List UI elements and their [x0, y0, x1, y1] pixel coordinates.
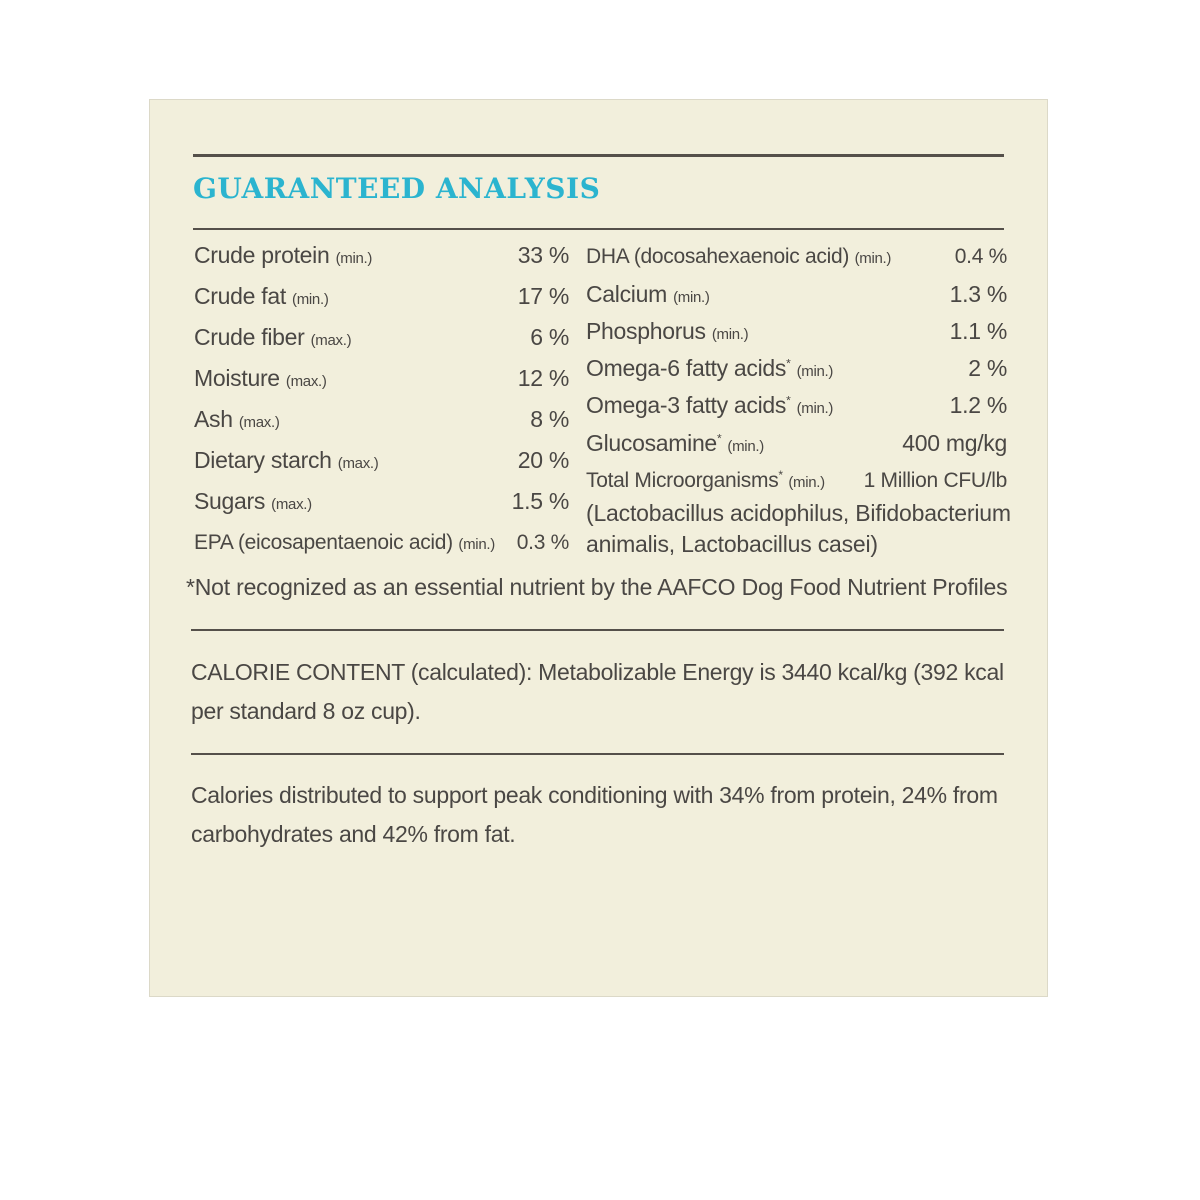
nutrient-qualifier: (min.) — [458, 536, 495, 553]
nutrient-name: Glucosamine — [586, 430, 717, 456]
nutrient-value: 6 % — [530, 324, 569, 350]
nutrient-name: DHA (docosahexaenoic acid) — [586, 245, 850, 268]
nutrient-name: Sugars — [194, 488, 266, 514]
microorganisms-detail-line-2: animalis, Lactobacillus casei) — [586, 531, 878, 557]
divider-calorie — [191, 629, 1004, 631]
divider-distribution — [191, 753, 1004, 755]
analysis-row-crude-protein — [194, 242, 569, 269]
nutrient-qualifier: (max.) — [337, 455, 379, 472]
nutrient-name: Phosphorus — [586, 318, 706, 344]
nutrient-qualifier: (max.) — [285, 373, 327, 390]
nutrient-qualifier: (max.) — [271, 496, 312, 513]
nutrient-value: 1 Million CFU/lb — [863, 469, 1007, 492]
analysis-row-crude-fiber — [194, 324, 569, 351]
nutrient-value: 400 mg/kg — [902, 430, 1007, 456]
analysis-row-moisture — [194, 365, 569, 392]
nutrient-qualifier: (min.) — [854, 250, 892, 267]
analysis-row-dietary-starch — [194, 447, 569, 474]
analysis-row-phosphorus — [586, 318, 1007, 345]
nutrient-qualifier: (min.) — [292, 291, 329, 308]
nutrient-value: 1.3 % — [949, 281, 1007, 307]
nutrient-qualifier: (min.) — [796, 363, 834, 380]
section-title: GUARANTEED ANALYSIS — [193, 172, 601, 205]
nutrient-name: Calcium — [586, 281, 667, 307]
nutrient-value: 1.1 % — [949, 318, 1007, 344]
microorganisms-detail-line-1: (Lactobacillus acidophilus, Bifidobacterium — [586, 500, 1011, 526]
nutrient-qualifier: (max.) — [310, 332, 352, 349]
analysis-row-ash — [194, 406, 569, 433]
analysis-row-omega-6 — [586, 355, 1007, 382]
footnote-marker: * — [786, 356, 791, 371]
analysis-row-glucosamine — [586, 430, 1007, 457]
nutrient-name: Omega-6 fatty acids — [586, 355, 787, 381]
footnote-marker: * — [786, 393, 791, 408]
nutrient-name: Total Microorganisms — [586, 469, 779, 492]
nutrient-qualifier: (min.) — [673, 289, 710, 306]
nutrient-value: 17 % — [517, 283, 569, 309]
nutrient-value: 20 % — [517, 447, 569, 473]
analysis-row-crude-fat — [194, 283, 569, 310]
title-underline — [193, 228, 1004, 230]
nutrient-name: Crude protein — [194, 242, 330, 268]
nutrient-value: 8 % — [530, 406, 569, 432]
nutrient-name: Ash — [194, 406, 233, 432]
nutrient-qualifier: (min.) — [796, 400, 834, 417]
nutrient-name: Crude fat — [194, 283, 286, 309]
nutrient-name: Dietary starch — [194, 447, 332, 473]
footnote-marker: * — [716, 431, 722, 446]
nutrient-qualifier: (min.) — [335, 250, 373, 267]
nutrient-value: 12 % — [517, 365, 569, 391]
nutrient-name: EPA (eicosapentaenoic acid) — [194, 531, 453, 554]
analysis-row-sugars — [194, 488, 569, 515]
analysis-row-epa — [194, 531, 569, 555]
analysis-row-calcium — [586, 281, 1007, 308]
nutrient-value: 33 % — [517, 242, 569, 268]
nutrient-qualifier: (min.) — [788, 474, 825, 491]
nutrient-value: 1.5 % — [511, 488, 569, 514]
nutrient-value: 0.4 % — [954, 245, 1007, 268]
analysis-row-omega-3 — [586, 392, 1007, 419]
nutrient-qualifier: (min.) — [711, 326, 749, 343]
nutrient-name: Crude fiber — [194, 324, 305, 350]
nutrient-value: 2 % — [968, 355, 1007, 381]
nutrient-qualifier: (max.) — [238, 414, 280, 431]
top-divider — [193, 154, 1004, 157]
nutrient-name: Moisture — [194, 365, 280, 391]
footnote: *Not recognized as an essential nutrient by the AAFCO Dog Food Nutrient Profiles — [186, 574, 1008, 600]
calorie-content: CALORIE CONTENT (calculated): Metabolizable Energy is 3440 kcal/kg (392 kcal per standard 8 oz cup). — [191, 659, 1004, 724]
nutrient-value: 1.2 % — [949, 392, 1007, 418]
nutrient-qualifier: (min.) — [727, 438, 764, 455]
nutrient-name: Omega-3 fatty acids — [586, 392, 787, 418]
analysis-row-total-microorganisms — [586, 469, 1007, 493]
calorie-distribution: Calories distributed to support peak conditioning with 34% from protein, 24% from carbohydrates and 42% from fat. — [191, 782, 998, 847]
nutrient-value: 0.3 % — [516, 531, 569, 554]
footnote-marker: * — [778, 468, 783, 482]
analysis-row-dha — [586, 245, 1007, 269]
